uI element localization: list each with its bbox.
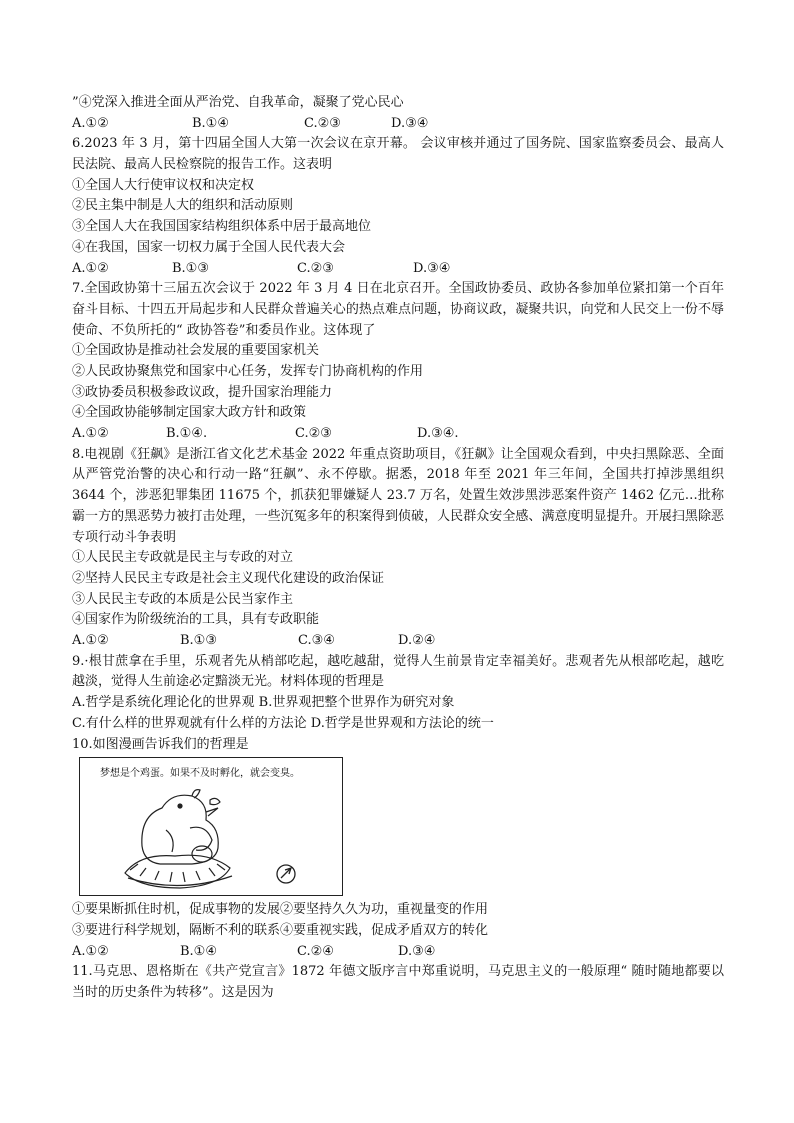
q6-item-4: ④在我国，国家一切权力属于全国人民代表大会 xyxy=(72,239,346,255)
option-c: C.②③ xyxy=(297,260,334,276)
cartoon-caption: 梦想是个鸡蛋。如果不及时孵化，就会变臭。 xyxy=(100,768,300,780)
option-d: D.③④. xyxy=(417,426,459,442)
option-c: C.③④ xyxy=(298,633,335,649)
option-d: D.③④ xyxy=(398,943,436,959)
q9-options-cd: C.有什么样的世界观就有什么样的方法论 D.哲学是世界观和方法论的统一 xyxy=(72,715,494,731)
q8-item-3: ③人民民主专政的本质是公民当家作主 xyxy=(72,591,294,607)
q11-stem: 11.马克思、恩格斯在《共产党宣言》1872 年德文版序言中郑重说明，马克思主义的一般原理“ 随时随地都要以当时的历史条件为转移”。这是因为 xyxy=(72,964,724,1000)
option-a: A.①② xyxy=(72,260,109,276)
q9-options-ab: A.哲学是系统化理论化的世界观 B.世界观把整个世界作为研究对象 xyxy=(72,695,455,711)
option-b: B.①④. xyxy=(166,426,208,442)
q7-options xyxy=(72,424,724,445)
q8-options xyxy=(72,631,724,652)
q6-item-1: ①全国人大行使审议权和决定权 xyxy=(72,177,255,193)
q8-stem: 8.电视剧《狂飙》是浙江省文化艺术基金 2022 年重点资助项目，《狂飙》让全国观众看到，中央扫黑除恶、全面从严管党治警的决心和行动一路“狂飙”、永不停歇。据悉，2018 年至 2021 年三年间，全国共打掉涉黑组织 3644 个，涉恶犯罪集团 11675 个，抓获犯罪嫌疑人 23.7 万名，处置生效涉黑涉恶案件资产 1462 亿元…批称霸一方的黑恶势力被打击处理，一些沉冤多年的积案得到侦破，人民群众安全感、满意度明显提升。开展扫黑除恶专项行动斗争表明 xyxy=(72,446,724,545)
option-d: D.③④ xyxy=(413,260,451,276)
option-a: A.①② xyxy=(72,943,109,959)
q6-stem: 6.2023 年 3 月，第十四届全国人大第一次会议在京开幕。 会议审核并通过了国务院、国家监察委员会、最高人民法院、最高人民检察院的报告工作。这表明 xyxy=(72,136,724,173)
q7-stem: 7.全国政协第十三届五次会议于 2022 年 3 月 4 日在北京召开。全国政协委员、政协各参加单位紧扣第一个百年奋斗目标、十四五开局起步和人民群众普遍关心的热点难点问题，协商议政，凝聚共识，向党和人民交上一份不辱使命、不负所托的“ 政协答卷”和委员作业。这体现了 xyxy=(72,281,724,338)
q5-options xyxy=(72,114,724,135)
q10-stem: 10.如图漫画告诉我们的哲理是 xyxy=(72,736,249,752)
option-d: D.③④ xyxy=(391,115,429,131)
q10-options xyxy=(72,942,724,963)
q10-items-12: ①要果断抓住时机，促成事物的发展②要坚持久久为功，重视量变的作用 xyxy=(72,902,489,918)
q7-item-4: ④全国政协能够制定国家大政方针和政策 xyxy=(72,405,307,421)
option-a: A.①② xyxy=(72,633,109,649)
q6-item-3: ③全国人大在我国国家结构组织体系中居于最高地位 xyxy=(72,219,372,235)
q7-item-1: ①全国政协是推动社会发展的重要国家机关 xyxy=(72,343,320,359)
option-c: C.②③ xyxy=(295,426,332,442)
hen-drawing-icon xyxy=(80,758,342,895)
option-a: A.①② xyxy=(72,426,109,442)
option-c: C.②③ xyxy=(304,115,341,131)
exam-page xyxy=(72,93,724,1004)
option-b: B.①④ xyxy=(180,943,217,959)
q10-items-34: ③要进行科学规划，隔断不利的联系④要重视实践，促成矛盾双方的转化 xyxy=(72,922,489,938)
q6-item-2: ②民主集中制是人大的组织和活动原则 xyxy=(72,198,294,214)
option-b: B.①③ xyxy=(172,260,209,276)
chicken-egg-cartoon xyxy=(79,757,343,896)
option-c: C.②④ xyxy=(297,943,334,959)
q8-item-4: ④国家作为阶级统治的工具，具有专政职能 xyxy=(72,612,320,628)
q9-stem: 9.·根甘蔗拿在手里，乐观者先从梢部吃起，越吃越甜，觉得人生前景肯定幸福美好。悲观者先从根部吃起，越吃越淡，觉得人生前途必定黯淡无光。材料体现的哲理是 xyxy=(72,653,724,690)
q7-item-3: ③政协委员积极参政议政，提升国家治理能力 xyxy=(72,384,333,400)
option-b: B.①④ xyxy=(192,115,229,131)
q8-item-2: ②坚持人民民主专政是社会主义现代化建设的政治保证 xyxy=(72,570,385,586)
q7-item-2: ②人民政协聚焦党和国家中心任务，发挥专门协商机构的作用 xyxy=(72,364,424,380)
q8-item-1: ①人民民主专政就是民主与专政的对立 xyxy=(72,550,294,566)
q6-options xyxy=(72,259,724,280)
q5-tail-line: ”④党深入推进全面从严治党、自我革命，凝聚了党心民心 xyxy=(72,95,404,110)
option-d: D.②④ xyxy=(398,633,436,649)
option-a: A.①② xyxy=(72,115,109,131)
option-b: B.①③ xyxy=(180,633,217,649)
